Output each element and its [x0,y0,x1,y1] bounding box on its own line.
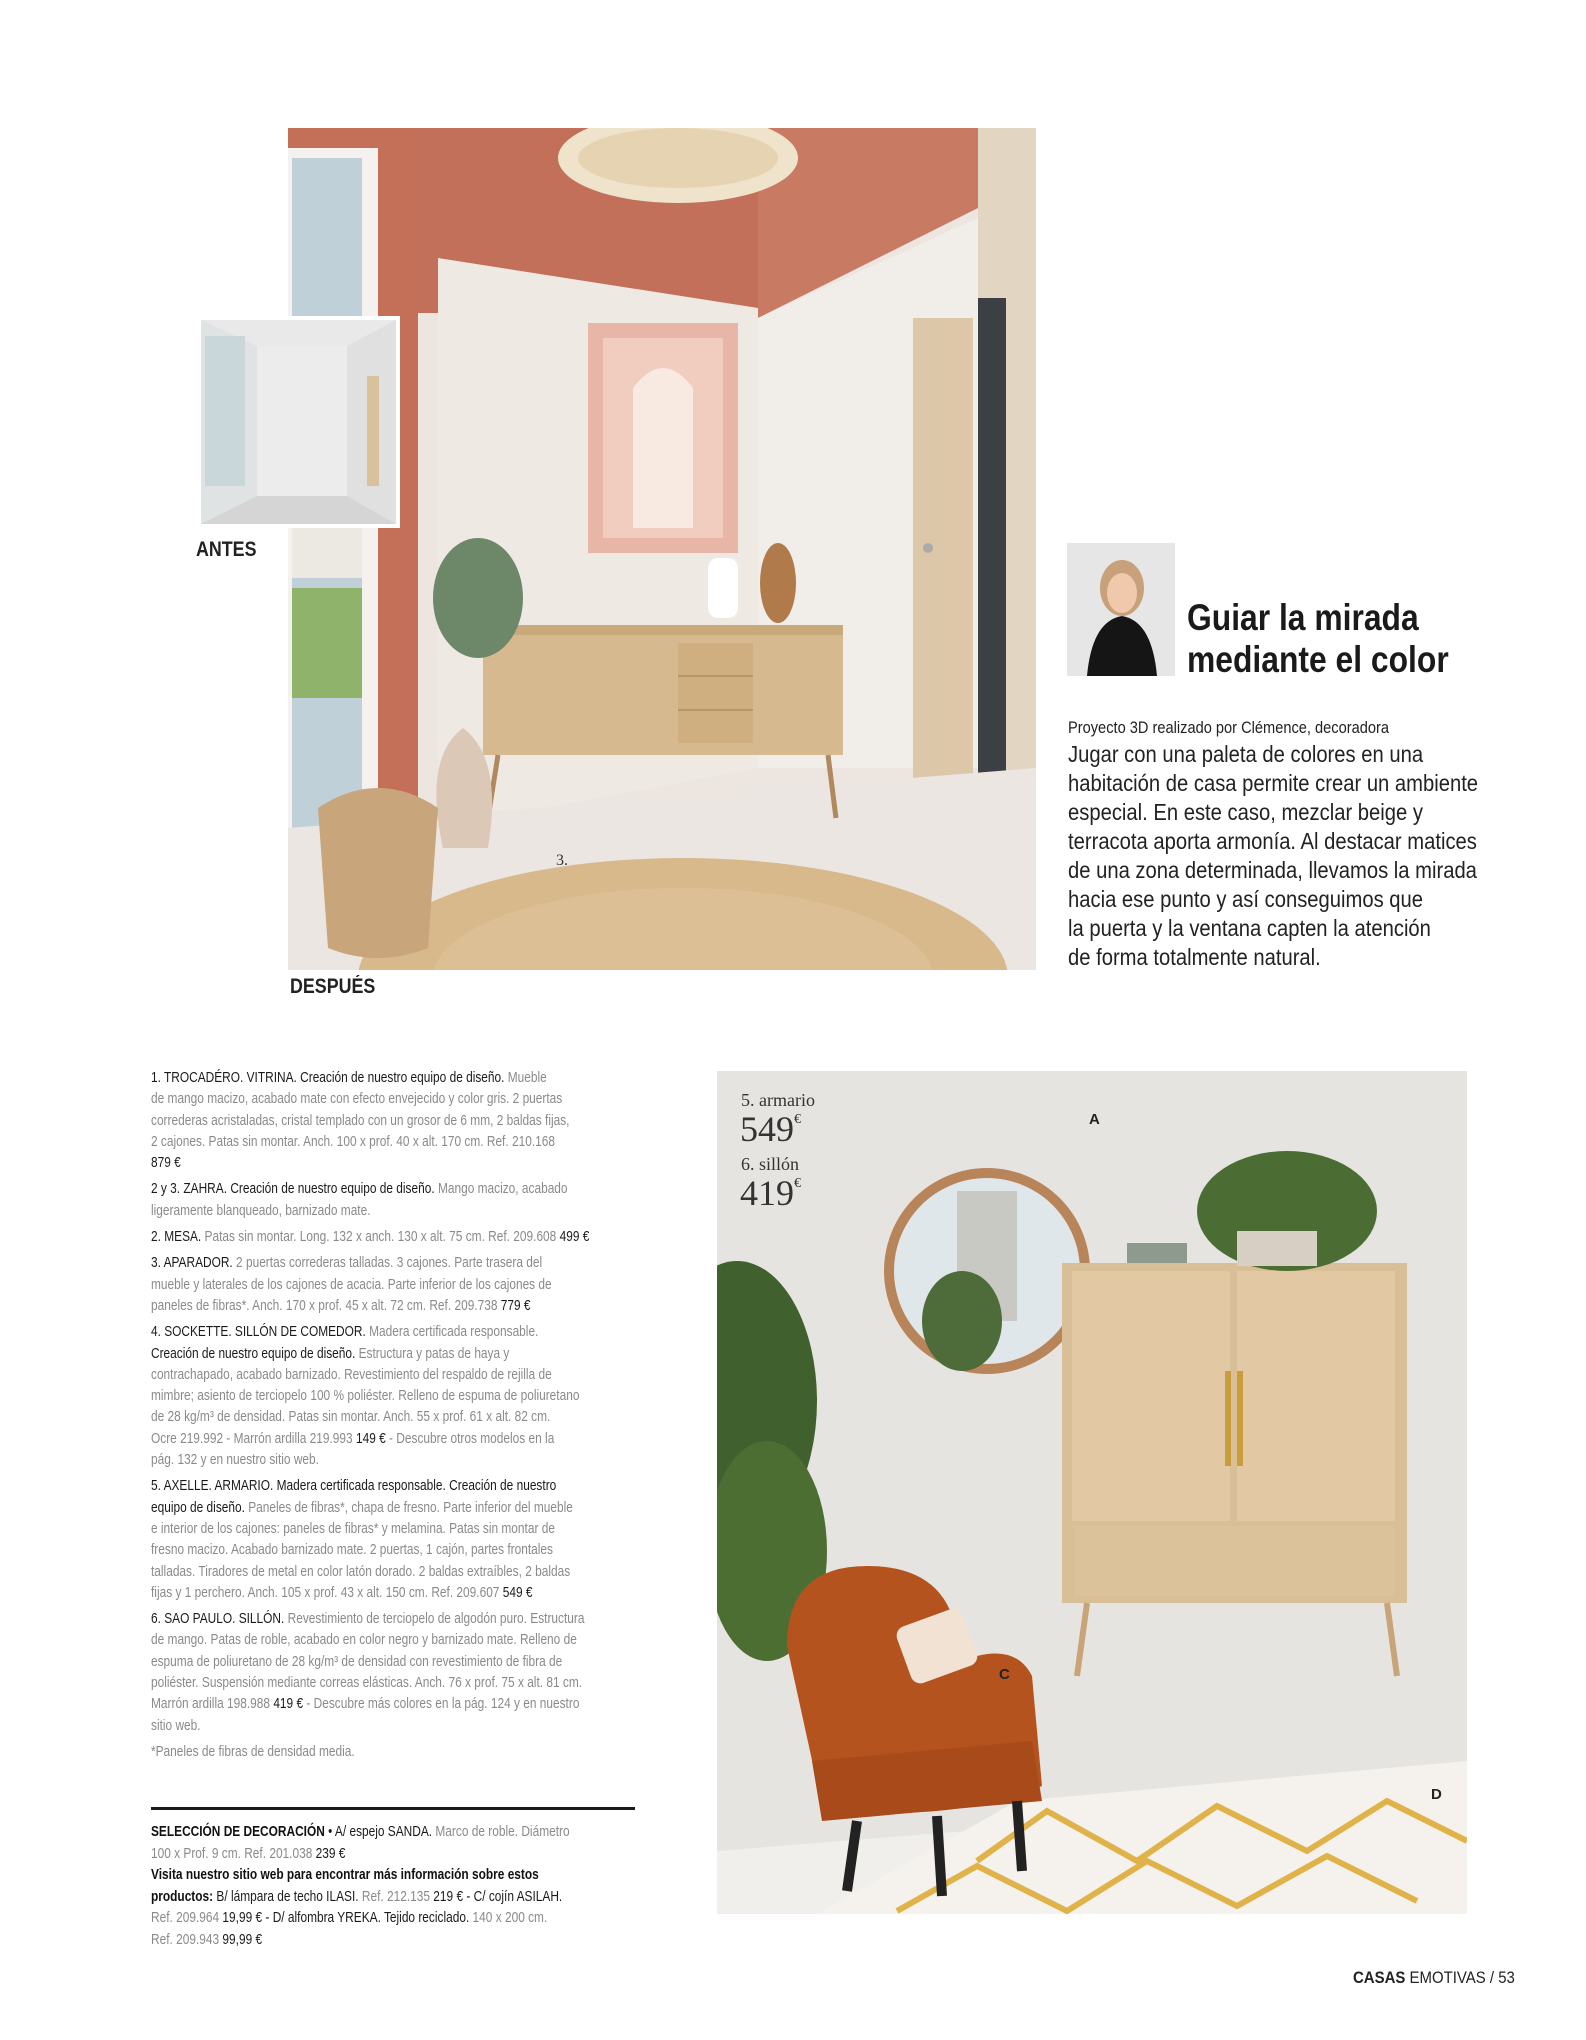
product-aparador: 3. APARADOR. 2 puertas correderas talladas. 3 cajones. Parte trasera del mueble y laterales de los cajones de acacia. Parte inferior de los cajones de paneles de fibras*. Anch. 170 x prof. 45 x alt. 72 cm. Ref. 209.738 779 € [151,1255,552,1314]
product-trocadero: 1. TROCADÉRO. VITRINA. Creación de nuestro equipo de diseño. Mueble de mango macizo, acabado mate con efecto envejecido y color gris. 2 puertas correderas acristaladas, cristal templado con un grosor de 6 mm, 2 baldas fijas, 2 cajones. Patas sin montar. Anch. 100 x prof. 40 x alt. 170 cm. Ref. 210.168 879 € [151,1070,570,1172]
product-price: 879 € [151,1155,181,1172]
sillon-price: 419€ [740,1173,801,1213]
page-number: / 53 [1485,1968,1515,1987]
product-price: 549 € [502,1584,533,1601]
intro-line: Jugar con una paleta de colores en una [1068,741,1424,767]
product-mesa: 2. MESA. Patas sin montar. Long. 132 x anch. 130 x alt. 75 cm. Ref. 209.608 499 € [151,1229,590,1246]
marker-a: A [1089,1111,1100,1128]
marker-c: C [999,1666,1010,1683]
article-headline [1187,597,1471,681]
product-sockette: 4. SOCKETTE. SILLÓN DE COMEDOR. Madera certificada responsable. Creación de nuestro equipo de diseño. Estructura y patas de haya y contrachapado, acabado barnizado. Revestimiento del respaldo de rejilla de mimbre; asiento de terciopelo 100 % poliéster. Relleno de espuma de poliuretano de 28 kg/m³ de densidad. Patas sin montar. Anch. 55 x prof. 61 x alt. 82 cm. Ocre 219.992 - Marrón ardilla 219.993 149 € - Descubre otros modelos en la pág. 132 y en nuestro sitio web. [151,1324,580,1469]
intro-line: especial. En este caso, mezclar beige y [1068,799,1423,825]
section-divider [151,1807,635,1810]
product-sao-paulo: 6. SAO PAULO. SILLÓN. Revestimiento de terciopelo de algodón puro. Estructura de mango. Patas de roble, acabado en color negro y barnizado mate. Relleno de espuma de poliuretano de 28 kg/m³ de densidad con revestimiento de fibra de poliéster. Suspensión mediante correas elásticas. Anch. 76 x prof. 75 x alt. 81 cm. Marrón ardilla 198.988 419 € - Descubre más colores en la pág. 124 y en nuestro sitio web. [151,1611,585,1734]
article-credit: Proyecto 3D realizado por Clémence, decoradora [1068,718,1390,737]
before-label: ANTES [196,538,257,561]
decoration-selection: SELECCIÓN DE DECORACIÓN • A/ espejo SANDA. Marco de roble. Diámetro 100 x Prof. 9 cm. Ref. 201.038 239 € Visita nuestro sitio web para encontrar más información sobre estos productos: B/ lámpara de techo ILASI. Ref. 212.135 219 € - C/ cojín ASILAH. Ref. 209.964 19,99 € - D/ alfombra YREKA. Tejido reciclado. 140 x 200 cm. Ref. 209.943 99,99 € [151,1824,570,1948]
article-intro [1068,740,1518,972]
intro-line: hacia ese punto y así conseguimos que [1068,886,1424,912]
intro-line: de forma totalmente natural. [1068,944,1321,970]
intro-line: la puerta y la ventana capten la atención [1068,915,1431,941]
footnote: *Paneles de fibras de densidad media. [151,1743,355,1760]
page-footer [1353,1968,1515,1988]
product-price: 419 € [273,1696,304,1713]
headline-line-2: mediante el color [1187,639,1449,680]
product-price: 779 € [500,1297,531,1314]
headline-line-1: Guiar la mirada [1187,597,1419,638]
designer-portrait [1067,543,1175,676]
after-label: DESPUÉS [290,975,376,998]
product-price: 499 € [559,1229,590,1246]
footer-brand: CASAS [1353,1968,1406,1987]
footer-section: EMOTIVAS [1405,1968,1486,1987]
intro-line: de una zona determinada, llevamos la mirada [1068,857,1477,883]
armario-price: 549€ [740,1109,801,1149]
room-after-photo [288,128,1036,970]
product-list [151,1068,636,1768]
product-axelle: 5. AXELLE. ARMARIO. Madera certificada responsable. Creación de nuestro equipo de diseño. Paneles de fibras*, chapa de fresno. Parte inferior del mueble e interior de los cajones: paneles de fibras* y melamina. Patas sin montar de fresno macizo. Acabado barnizado mate. 2 puertas, 1 cajón, partes frontales talladas. Tiradores de metal en color latón dorado. 2 baldas extraíbles, 2 baldas fijas y 1 perchero. Anch. 105 x prof. 43 x alt. 150 cm. Ref. 209.607 549 € [151,1478,573,1601]
room-marker-3: 3. [556,852,568,869]
intro-line: habitación de casa permite crear un ambiente [1068,770,1479,796]
room-before-photo [197,316,400,528]
intro-line: terracota aporta armonía. Al destacar matices [1068,828,1477,854]
product-zahra: 2 y 3. ZAHRA. Creación de nuestro equipo de diseño. Mango macizo, acabado ligeramente blanqueado, barnizado mate. [151,1181,568,1219]
decoration-title: SELECCIÓN DE DECORACIÓN [151,1824,325,1840]
sillon-label: 6. sillón [741,1154,800,1174]
armario-label: 5. armario [741,1090,815,1110]
product-price: 149 € [355,1430,386,1447]
armchair-cabinet-photo [717,1071,1467,1914]
marker-d: D [1431,1786,1442,1803]
